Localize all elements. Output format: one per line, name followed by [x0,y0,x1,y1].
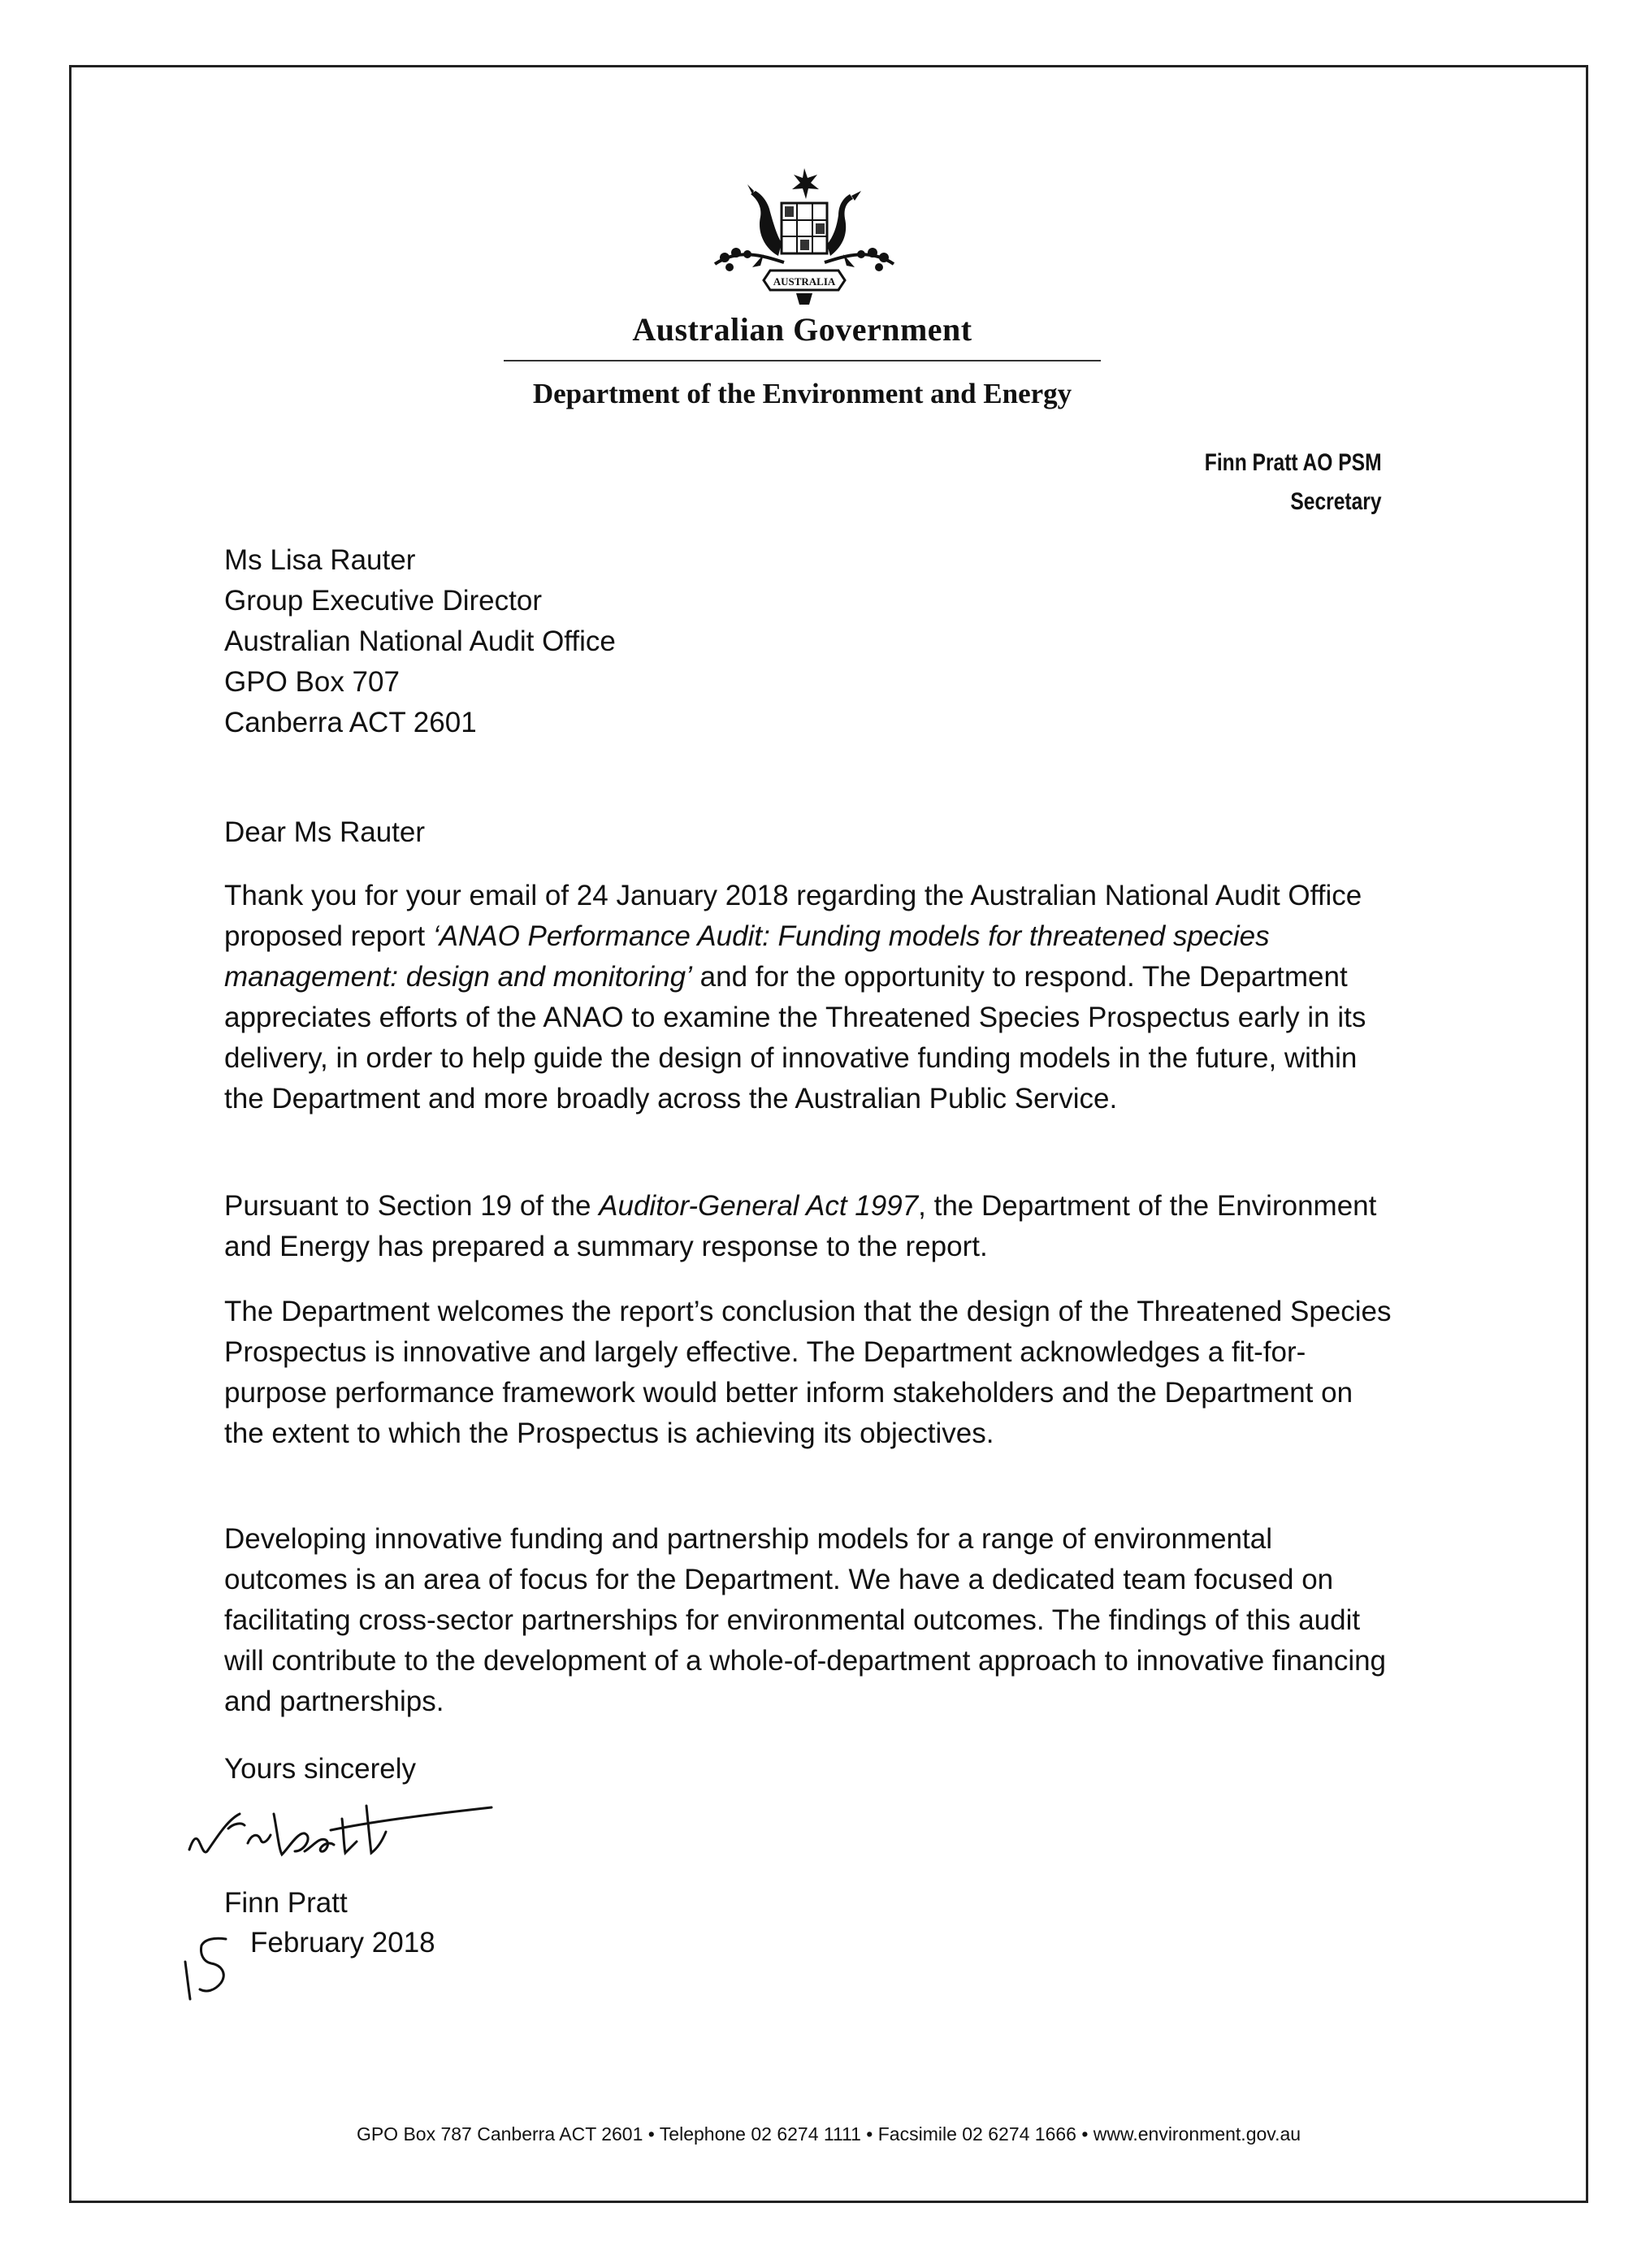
recipient-line: GPO Box 707 [224,666,400,698]
signatory-name: Finn Pratt [224,1887,348,1919]
paragraph-4: Developing innovative funding and partnership models for a range of environmental outcomes is an area of focus for the Department. We have a dedicated team focused on facilitating cross-sector partnerships for environmental outcomes. The findings of this audit will contribute to the development of a whole-of-department approach to innovative financing and partnerships. [224,1523,1387,1717]
government-name: Australian Government [632,311,972,348]
paragraph-1 [224,876,1394,1119]
department-name: Department of the Environment and Energy [532,378,1072,409]
coat-of-arms-icon [707,167,902,313]
paragraph-1-text: Thank you for your email of 24 January 2018 regarding the Australian National Audit Office proposed report [224,880,1362,952]
salutation: Dear Ms Rauter [224,816,426,848]
recipient-address [224,540,1394,743]
recipient-line: Ms Lisa Rauter [224,544,416,576]
footer-contact: GPO Box 787 Canberra ACT 2601 • Telephone 02 6274 1111 • Facsimile 02 6274 1666 • www.environment.gov.au [356,2123,1301,2145]
paragraph-3: The Department welcomes the report’s conclusion that the design of the Threatened Species Prospectus is innovative and largely effective. The Department acknowledges a fit-for-purpose performance framework would better inform stakeholders and the Department on the extent to which the Prospectus is achieving its objectives. [224,1296,1392,1449]
paragraph-2 [224,1186,1394,1267]
sender-block [1205,444,1382,522]
recipient-line: Canberra ACT 2601 [224,707,477,738]
paragraph-2-text-cont: , the Department of the Environment and Energy has prepared a summary response to the report. [224,1190,1377,1262]
sender-title: Secretary [1290,488,1382,515]
letterhead-divider [504,360,1101,361]
paragraph-2-text: Pursuant to Section 19 of the [224,1190,600,1222]
closing: Yours sincerely [224,1753,417,1785]
paragraph-1-text-cont: and for the opportunity to respond. The Department appreciates efforts of the ANAO to examine the Threatened Species Prospectus early in its delivery, in order to help guide the design of innovative funding models in the future, within the Department and more broadly across the Australian Public Service. [224,961,1366,1115]
report-title: ‘ANAO Performance Audit: Funding models for threatened species management: design and monitoring’ [224,920,1270,993]
letter-date: February 2018 [250,1927,435,1959]
recipient-line: Group Executive Director [224,585,542,617]
act-title: Auditor-General Act 1997 [599,1190,919,1222]
recipient-line: Australian National Audit Office [224,625,616,657]
handwritten-day [175,1929,240,2002]
signature [183,1783,500,1889]
sender-name: Finn Pratt AO PSM [1205,449,1382,476]
crest-lettering: AUSTRALIA [773,275,836,288]
